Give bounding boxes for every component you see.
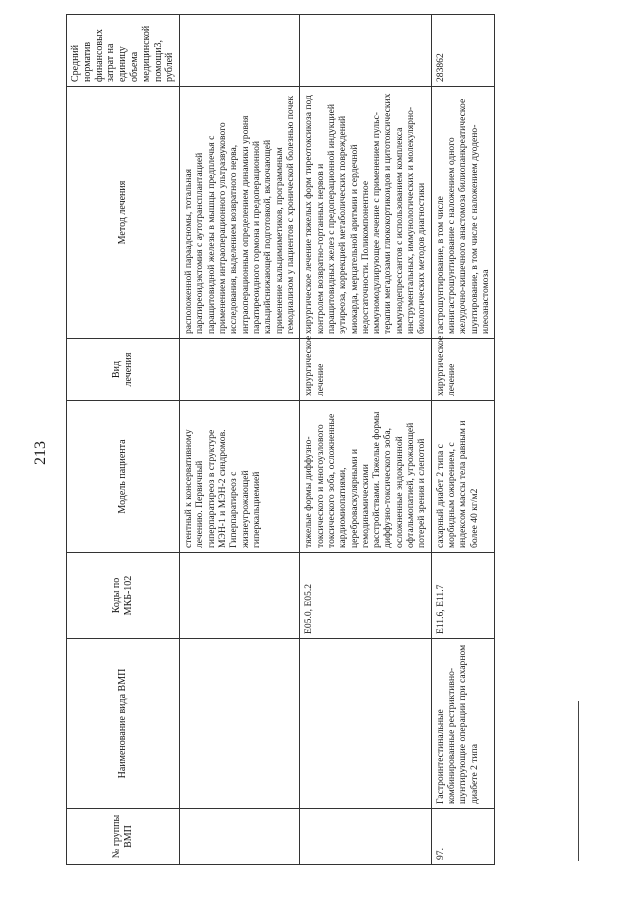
header-model: Модель пациента (67, 401, 180, 553)
cell-codes: E11.6, E11.7 (431, 553, 495, 639)
cell-cost (300, 15, 431, 87)
header-codes: Коды по МКБ-102 (67, 553, 180, 639)
table-header-row (67, 15, 180, 865)
header-treatment-type: Вид лечения (67, 339, 180, 401)
cell-group (180, 809, 300, 865)
table-row (180, 15, 300, 865)
cell-codes (180, 553, 300, 639)
table-row (300, 15, 431, 865)
cell-group (300, 809, 431, 865)
header-name: Наименование вида ВМП (67, 639, 180, 809)
header-group: № группы ВМП (67, 809, 180, 865)
cell-method: хирургическое лечение тяжелых форм тиреотоксикоза под контролем возвратно-гортанных нервов и паращитовидных желез с предоперационной индукцией эутиреоза, коррекцией метаболических повреждений миокарда, мерцательной аритмии и сердечной недостаточности. Поликомпонентное иммуномодулирующее лечение с применением пульс-терапии мегадозами глюкокортикоидов и цитотоксических иммунодепрессантов с использованием комплекса инструментальных, иммунологических и молекулярно-биологических методов диагностики (300, 87, 431, 339)
cell-name (300, 639, 431, 809)
cell-treatment-type (180, 339, 300, 401)
cell-cost (180, 15, 300, 87)
cell-model: стентный к консервативному лечению. Первичный гиперпаратиреоз в структуре МЭН-1 и МЭН-2 синдромов. Гиперпаратиреоз с жизнеугрожающей гиперкальциемией (180, 401, 300, 553)
cell-treatment-type: хирургическое лечение (300, 339, 431, 401)
header-method: Метод лечения (67, 87, 180, 339)
cell-name: Гастроинтестинальные комбинированные рестриктивно-шунтирующие операции при сахарном диабете 2 типа (431, 639, 495, 809)
page-number: 213 (32, 441, 49, 465)
footnote-divider (578, 701, 579, 861)
header-cost: Средний норматив финансовых затрат на единицу объема медицинской помощи3, рублей (67, 15, 180, 87)
vmp-table (66, 14, 495, 865)
cell-treatment-type: хирургическое лечение (431, 339, 495, 401)
cell-codes: E05.0, E05.2 (300, 553, 431, 639)
cell-model: тяжелые формы диффузно-токсического и многоузлового токсического зоба, осложненные кардиомиопатиями, цереброваскулярными и гемодинамическими расстройствами. Тяжелые формы диффузно-токсического зоба, осложненные эндокринной офтальмопатией, угрожающей потерей зрения и слепотой (300, 401, 431, 553)
cell-cost: 283862 (431, 15, 495, 87)
cell-method: гастрошунтирование, в том числе минигастрошунтирование с наложением одного желудочно-кишечного анастомоза билиопанкреатическое шунтирование, в том числе с наложением дуодено-илеоанастомоза (431, 87, 495, 339)
table-row (431, 15, 495, 865)
cell-model: сахарный диабет 2 типа с морбидным ожирением, с индексом массы тела равным и более 40 кг/м2 (431, 401, 495, 553)
cell-group: 97. (431, 809, 495, 865)
cell-name (180, 639, 300, 809)
cell-method: расположенной параадсномы, тотальная паратиреоидэктомия с аутотрансплантацией паращитовидной железы в мышцы предплечья с применением интраоперационного ультразвукового исследования, выделением возвратного нерва, интраоперационным определением динамики уровня паратиреоидного гормона и предоперационной кальцийснижающей подготовкой, включающей применение кальцимиметиков, программным гемодиализом у пациентов с хронической болезнью почек (180, 87, 300, 339)
